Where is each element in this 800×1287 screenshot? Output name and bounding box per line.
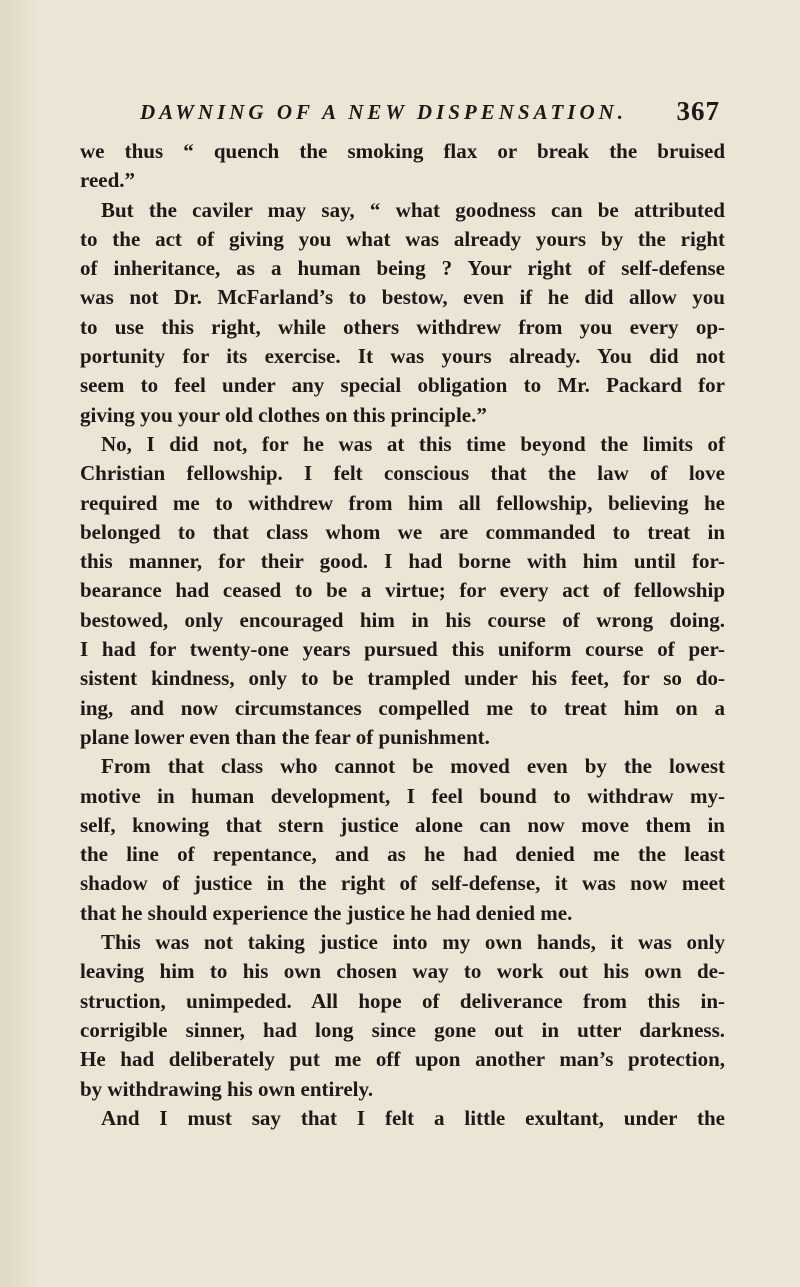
- text-line: bearance had ceased to be a virtue; for every act of fellowship: [80, 578, 725, 603]
- text-line: corrigible sinner, had long since gone out in utter darkness.: [80, 1017, 725, 1042]
- text-line: This was not taking justice into my own hands, it was only: [101, 930, 725, 955]
- text-line: And I must say that I felt a little exultant, under the: [101, 1105, 725, 1130]
- text-line: self, knowing that stern justice alone can now move them in: [80, 812, 725, 837]
- text-line: this manner, for their good. I had borne with him until for-: [80, 549, 725, 574]
- text-line: He had deliberately put me off upon another man’s protection,: [80, 1047, 725, 1072]
- text-line: seem to feel under any special obligation to Mr. Packard for: [80, 373, 725, 398]
- text-line: belonged to that class whom we are commanded to treat in: [80, 519, 725, 544]
- text-line: From that class who cannot be moved even by the lowest: [101, 754, 725, 779]
- text-line: leaving him to his own chosen way to work out his own de-: [80, 959, 725, 984]
- text-line: shadow of justice in the right of self-defense, it was now meet: [80, 871, 725, 896]
- text-line: I had for twenty-one years pursued this uniform course of per-: [80, 637, 725, 662]
- text-line: No, I did not, for he was at this time beyond the limits of: [101, 431, 725, 456]
- text-line: to use this right, while others withdrew from you every op-: [80, 314, 725, 339]
- body-text: [80, 137, 725, 1133]
- text-line: plane lower even than the fear of punishment.: [80, 724, 490, 749]
- text-line: that he should experience the justice he had denied me.: [80, 900, 573, 925]
- text-line: was not Dr. McFarland’s to bestow, even if he did allow you: [80, 285, 725, 310]
- page-number: 367: [676, 96, 720, 126]
- running-head-title: DAWNING OF A NEW DISPENSATION.: [140, 100, 628, 124]
- text-line: of inheritance, as a human being ? Your right of self-defense: [80, 256, 725, 281]
- text-line: struction, unimpeded. All hope of deliverance from this in-: [80, 988, 725, 1013]
- text-line: portunity for its exercise. It was yours already. You did not: [80, 344, 725, 369]
- text-line: But the caviler may say, “ what goodness can be attributed: [101, 197, 725, 222]
- text-line: to the act of giving you what was already yours by the right: [80, 226, 725, 251]
- text-line: bestowed, only encouraged him in his course of wrong doing.: [80, 607, 725, 632]
- text-line: we thus “ quench the smoking flax or break the bruised: [80, 139, 725, 163]
- text-line: by withdrawing his own entirely.: [80, 1076, 374, 1101]
- text-line: ing, and now circumstances compelled me to treat him on a: [80, 695, 725, 720]
- running-head: [140, 96, 720, 136]
- text-line: giving you your old clothes on this principle.”: [80, 402, 487, 427]
- text-line: reed.”: [80, 168, 136, 193]
- text-line: required me to withdrew from him all fellowship, believing he: [80, 490, 725, 515]
- text-line: sistent kindness, only to be trampled under his feet, for so do-: [80, 666, 725, 691]
- text-line: motive in human development, I feel bound to withdraw my-: [80, 783, 725, 808]
- text-line: the line of repentance, and as he had denied me the least: [80, 842, 725, 867]
- text-line: Christian fellowship. I felt conscious that the law of love: [80, 461, 725, 486]
